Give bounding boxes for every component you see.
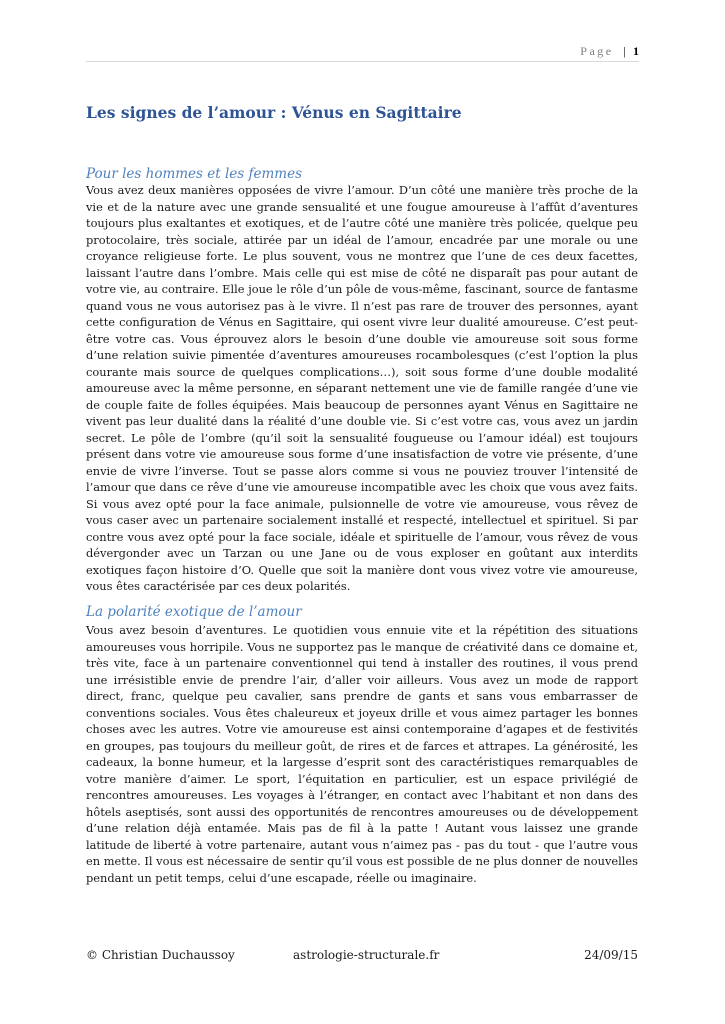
document-title: Les signes de l’amour : Vénus en Sagittaire xyxy=(86,103,462,122)
section-paragraph-hommes-femmes: Vous avez deux manières opposées de vivre l’amour. D’un côté une manière très proche de la vie et de la nature avec une grande sensualité et une fougue amoureuse à l’affût d’aventures toujours plus exaltantes et exotiques, et de l’autre côté une manière très policée, quelque peu protocolaire, très sociale, attirée par un idéal de l’amour, encadrée par une morale ou une croyance religieuse forte. Le plus souvent, vous ne montrez que l’une de ces deux facettes, laissant l’autre dans l’ombre. Mais celle qui est mise de côté ne disparaît pas pour autant de votre vie, au contraire. Elle joue le rôle d’un pôle de vous-même, fascinant, source de fantasme quand vous ne vous autorisez pas à le vivre. Il n’est pas rare de trouver des personnes, ayant cette configuration de Vénus en Sagittaire, qui osent vivre leur dualité amoureuse. C’est peut-être votre cas. Vous éprouvez alors le besoin d’une double vie amoureuse soit sous forme d’une relation suivie pimentée d’aventures amoureuses rocambolesques (c’est l’option la plus courante mais source de quelques complications…), soit sous forme d’une double modalité amoureuse avec la même personne, en séparant nettement une vie de famille rangée d’une vie de couple faite de folles équipées. Mais beaucoup de personnes ayant Vénus en Sagittaire ne vivent pas leur dualité dans la réalité d’une double vie. Si c’est votre cas, vous avez un jardin secret. Le pôle de l’ombre (qu’il soit la sensualité fougueuse ou l’amour idéal) est toujours présent dans votre vie amoureuse sous forme d’une insatisfaction de votre vie présente, d’une envie de vivre l’inverse. Tout se passe alors comme si vous ne pouviez trouver l’intensité de l’amour que dans ce rêve d’une vie amoureuse incompatible avec les choix que vous avez faits. Si vous avez opté pour la face animale, pulsionnelle de votre vie amoureuse, vous rêvez de vous caser avec un partenaire socialement installé et respecté, intellectuel et spirituel. Si par contre vous avez opté pour la face sociale, idéale et spirituelle de l’amour, vous rêvez de vous dévergonder avec un Tarzan ou une Jane ou de vous exploser en goûtant aux interdits exotiques façon histoire d’O. Quelle que soit la manière dont vous vivez votre vie amoureuse, vous êtes caractérisée par ces deux polarités. xyxy=(86,183,638,593)
footer-website: astrologie-structurale.fr xyxy=(293,948,440,962)
page-separator: | xyxy=(623,44,626,58)
page-header xyxy=(580,44,639,59)
page-number: 1 xyxy=(633,44,639,58)
footer-author: © Christian Duchaussoy xyxy=(86,948,235,962)
page-footer xyxy=(86,948,638,966)
section-paragraph-polarite-exotique: Vous avez besoin d’aventures. Le quotidien vous ennuie vite et la répétition des situations amoureuses vous horripile. Vous ne supportez pas le manque de créativité dans ce domaine et, très vite, face à un partenaire conventionnel qui tend à installer des routines, il vous prend une irrésistible envie de prendre l’air, d’aller voir ailleurs. Vous avez un mode de rapport direct, franc, quelque peu cavalier, sans prendre de gants et sans vous embarrasser de conventions sociales. Vous êtes chaleureux et joyeux drille et vous aimez partager les bonnes choses avec les autres. Votre vie amoureuse est ainsi contemporaine d’agapes et de festivités en groupes, pas toujours du meilleur goût, de rires et de farces et attrapes. La générosité, les cadeaux, la bonne humeur, et la largesse d’esprit sont des caractéristiques remarquables de votre manière d’aimer. Le sport, l’équitation en particulier, est un espace privilégié de rencontres amoureuses. Les voyages à l’étranger, en contact avec l’habitant et non dans des hôtels aseptisés, sont aussi des opportunités de rencontres amoureuses ou de développement d’une relation déjà entamée. Mais pas de fil à la patte ! Autant vous laissez une grande latitude de liberté à votre partenaire, autant vous n’aimez pas - pas du tout - que l’autre vous en mette. Il vous est nécessaire de sentir qu’il vous est possible de ne plus donner de nouvelles pendant un petit temps, celui d’une escapade, réelle ou imaginaire. xyxy=(86,623,638,885)
page-label: Page xyxy=(580,44,614,58)
header-divider xyxy=(86,61,639,62)
footer-date: 24/09/15 xyxy=(584,948,638,962)
section-heading-hommes-femmes: Pour les hommes et les femmes xyxy=(86,166,302,182)
section-heading-polarite-exotique: La polarité exotique de l’amour xyxy=(86,604,302,620)
